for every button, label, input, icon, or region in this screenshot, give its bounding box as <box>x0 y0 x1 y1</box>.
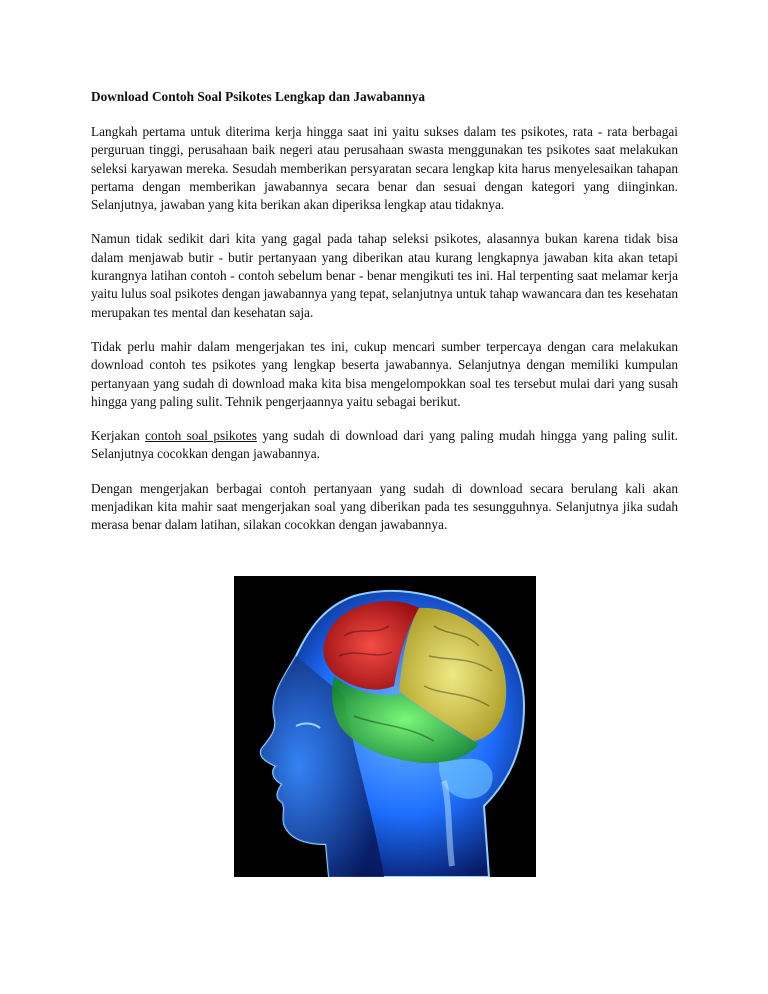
paragraph-1: Langkah pertama untuk diterima kerja hingga saat ini yaitu sukses dalam tes psikotes, rata - rata berbagai perguruan tinggi, perusahaan baik negeri atau perusahaan swasta menggunakan tes psikotes saat melakukan seleksi karyawan mereka. Sesudah memberikan persyaratan secara lengkap kita harus menyelesaikan tahapan pertama dengan memberikan jawabannya secara benar dan sesuai dengan kategori yang diinginkan. Selanjutnya, jawaban yang kita berikan akan diperiksa lengkap atau tidaknya. <box>91 124 678 213</box>
paragraph-4 <box>91 427 678 464</box>
paragraph-3: Tidak perlu mahir dalam mengerjakan tes ini, cukup mencari sumber terpercaya dengan cara melakukan download contoh tes psikotes yang lengkap beserta jawabannya. Selanjutnya dengan memiliki kumpulan pertanyaan yang sudah di download maka kita bisa mengelompokkan soal tes tersebut mulai dari yang susah hingga yang paling sulit. Tehnik pengerjaannya yaitu sebagai berikut. <box>91 338 678 409</box>
document-title: Download Contoh Soal Psikotes Lengkap dan Jawabannya <box>91 89 425 104</box>
document-body <box>91 88 678 551</box>
brain-illustration <box>234 576 536 877</box>
brain-head-graphic <box>234 576 536 877</box>
paragraph-4-before: Kerjakan <box>91 428 146 444</box>
paragraph-2: Namun tidak sedikit dari kita yang gagal pada tahap seleksi psikotes, alasannya bukan karena tidak bisa dalam menjawab butir - butir pertanyaan yang diberikan atau kurang lengkapnya jawaban kita akan tetapi kurangnya latihan contoh - contoh sebelum benar - benar mengikuti tes ini. Hal terpenting saat melamar kerja yaitu lulus soal psikotes dengan jawabannya yang tepat, selanjutnya untuk tahap wawancara dan tes kesehatan merupakan tes mental dan kesehatan saja. <box>91 231 678 320</box>
contoh-soal-psikotes-link[interactable]: contoh soal psikotes <box>145 428 257 444</box>
paragraph-5: Dengan mengerjakan berbagai contoh pertanyaan yang sudah di download secara berulang kali akan menjadikan kita mahir saat mengerjakan soal yang diberikan pada tes sesungguhnya. Selanjutnya jika sudah merasa benar dalam latihan, silakan cocokkan dengan jawabannya. <box>91 480 678 533</box>
paragraph-4-after: yang sudah di download dari yang paling mudah hingga yang paling sulit. Selanjutnya cocokkan dengan jawabannya. <box>91 428 678 462</box>
